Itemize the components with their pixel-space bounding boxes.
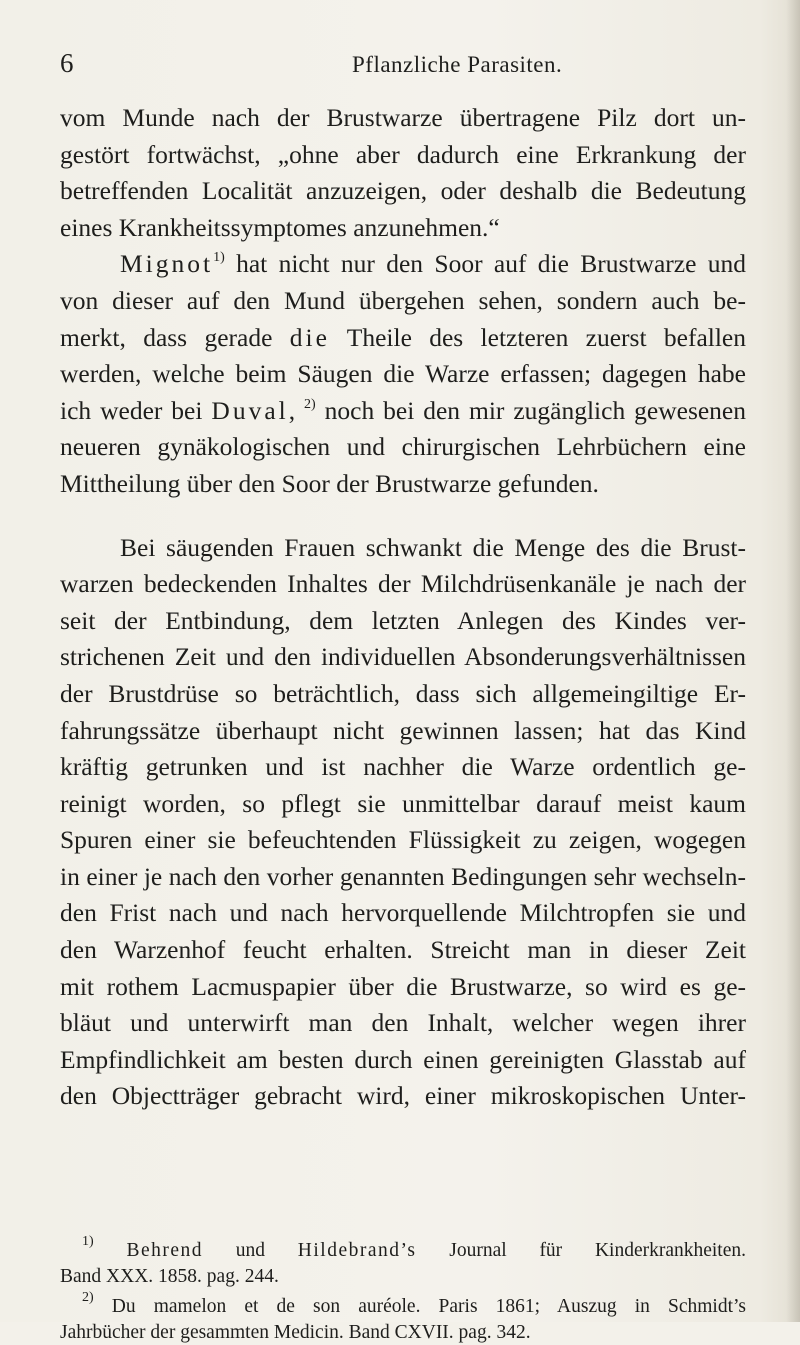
footnote-mark: 1) <box>82 1234 94 1249</box>
text-line: den Warzenhof feucht erhalten. Streicht man in dieser Zeit <box>60 932 746 969</box>
footnote-line: Band XXX. 1858. pag. 244. <box>60 1264 746 1290</box>
page-header <box>60 48 740 88</box>
text-line: strichenen Zeit und den individuellen Absonderungsverhältnissen <box>60 639 746 676</box>
text-line <box>60 246 746 283</box>
footnote-ref: 2) <box>304 397 316 412</box>
text-line: Spuren einer sie befeuchtenden Flüssigkeit zu zeigen, wogegen <box>60 822 746 859</box>
emphasis-text: die <box>290 323 330 352</box>
author-name: Behrend <box>126 1240 203 1261</box>
text-line: betreffenden Localität anzuzeigen, oder deshalb die Bedeutung <box>60 173 746 210</box>
author-name: Mignot <box>120 249 213 278</box>
text-span: hat nicht nur den Soor auf die Brustwarze und <box>225 249 746 278</box>
text-span: und <box>203 1240 298 1261</box>
text-line: warzen bedeckenden Inhaltes der Milchdrüsenkanäle je nach der <box>60 566 746 603</box>
text-span: noch bei den mir zugänglich gewesenen <box>316 396 746 425</box>
footnote-line <box>60 1238 746 1264</box>
author-name: Hildebrand’s <box>298 1240 417 1261</box>
text-line: werden, welche beim Säugen die Warze erfassen; dagegen habe <box>60 356 746 393</box>
text-line: mit rothem Lacmuspapier über die Brustwarze, so wird es ge- <box>60 969 746 1006</box>
text-line: eines Krankheitssymptomes anzunehmen.“ <box>60 210 746 247</box>
text-line: bläut und unterwirft man den Inhalt, welcher wegen ihrer <box>60 1005 746 1042</box>
footnote-ref: 1) <box>213 250 225 265</box>
footnotes <box>60 1238 746 1345</box>
text-line: neueren gynäkologischen und chirurgischen Lehrbüchern eine <box>60 429 746 466</box>
text-line: fahrungssätze überhaupt nicht gewinnen lassen; hat das Kind <box>60 713 746 750</box>
page-edge-shadow <box>786 0 800 1322</box>
footnote-1 <box>60 1238 746 1289</box>
text-line: Bei säugenden Frauen schwankt die Menge des die Brust- <box>60 530 746 567</box>
text-line <box>60 393 746 430</box>
page-number: 6 <box>60 48 74 79</box>
text-span: ich weder bei <box>60 396 211 425</box>
paragraph-gap <box>60 503 746 530</box>
body-text <box>60 100 746 1115</box>
footnote-2 <box>60 1294 746 1345</box>
text-line: reinigt worden, so pflegt sie unmittelbar darauf meist kaum <box>60 786 746 823</box>
text-span: merkt, dass gerade <box>60 323 290 352</box>
text-line: seit der Entbindung, dem letzten Anlegen des Kindes ver- <box>60 603 746 640</box>
text-span: , <box>289 396 304 425</box>
text-span: Theile des letzteren zuerst befallen <box>330 323 746 352</box>
text-line: den Objectträger gebracht wird, einer mikroskopischen Unter- <box>60 1078 746 1115</box>
author-name: Duval <box>211 396 288 425</box>
footnote-mark: 2) <box>82 1290 94 1305</box>
text-line: in einer je nach den vorher genannten Bedingungen sehr wechseln- <box>60 859 746 896</box>
paragraph-1 <box>60 100 746 246</box>
text-span: Journal für Kinderkrankheiten. <box>417 1240 747 1261</box>
text-line: von dieser auf den Mund übergehen sehen, sondern auch be- <box>60 283 746 320</box>
text-line: vom Munde nach der Brustwarze übertragene Pilz dort un- <box>60 100 746 137</box>
text-line: Mittheilung über den Soor der Brustwarze gefunden. <box>60 466 746 503</box>
footnote-line: Jahrbücher der gesammten Medicin. Band CXVII. pag. 342. <box>60 1320 746 1345</box>
running-head: Pflanzliche Parasiten. <box>352 52 562 78</box>
text-line: kräftig getrunken und ist nachher die Warze ordentlich ge- <box>60 749 746 786</box>
text-line: gestört fortwächst, „ohne aber dadurch eine Erkrankung der <box>60 137 746 174</box>
paragraph-2 <box>60 246 746 502</box>
text-span: Du mamelon et de son auréole. Paris 1861; Auszug in Schmidt’s <box>94 1296 746 1317</box>
text-line <box>60 320 746 357</box>
paragraph-3 <box>60 530 746 1116</box>
footnote-line <box>60 1294 746 1320</box>
text-line: der Brustdrüse so beträchtlich, dass sich allgemeingiltige Er- <box>60 676 746 713</box>
text-line: den Frist nach und nach hervorquellende Milchtropfen sie und <box>60 895 746 932</box>
text-line: Empfindlichkeit am besten durch einen gereinigten Glasstab auf <box>60 1042 746 1079</box>
